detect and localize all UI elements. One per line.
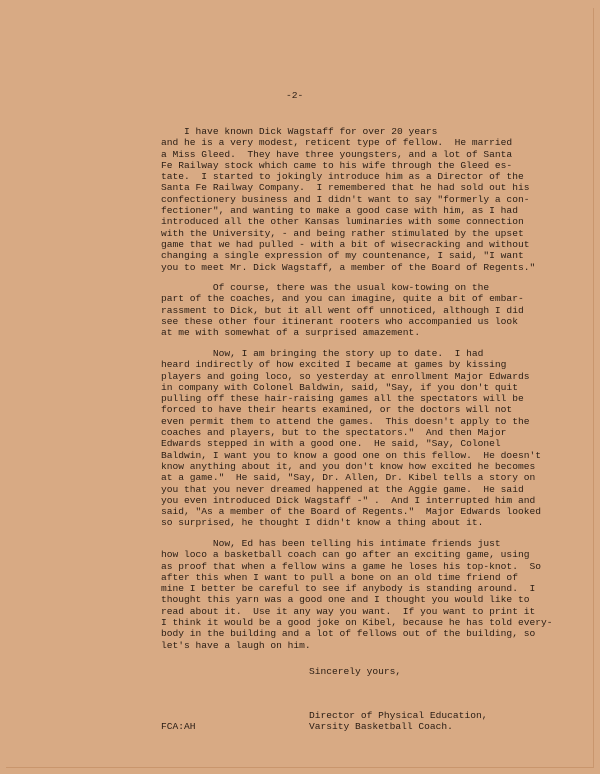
paragraph-4 [161,538,553,651]
text-line: Fe Railway stock which came to his wife through the Gleed es- [161,159,513,171]
text-line: and he is a very modest, reticent type of fellow. He married [161,137,513,149]
text-line: with the University, - and being rather stimulated by the upset [161,227,524,239]
text-line: I think it would be a good joke on Kibel, because he has told every- [161,617,553,629]
text-line: part of the coaches, and you can imagine, quite a bit of embar- [161,293,524,305]
text-line: how loco a basketball coach can go after an exciting game, using [161,549,530,561]
text-line: players and going loco, so yesterday at enrollment Major Edwards [161,370,530,382]
text-line: at a game." He said, "Say, Dr. Allen, Dr. Kibel tells a story on [161,472,536,484]
text-line: after this when I want to pull a bone on an old time friend of [161,571,518,583]
closing: Sincerely yours, [309,666,402,677]
text-line: changing a single expression of my countenance, I said, "I want [161,250,524,262]
text-line: I have known Dick Wagstaff for over 20 years [161,126,438,137]
text-line: know anything about it, and you don't know how excited he becomes [161,460,536,472]
text-line: a Miss Gleed. They have three youngsters, and a lot of Santa [161,148,513,160]
text-line: Santa Fe Railway Company. I remembered that he had sold out his [161,182,530,194]
text-line: thought this yarn was a good one and I thought you would like to [161,594,530,606]
text-line: so surprised, he thought I didn't know a thing about it. [161,517,484,529]
text-line: in company with Colonel Baldwin, said, "Say, if you don't quit [161,381,518,393]
text-line: Now, I am bringing the story up to date. I had [161,348,484,359]
text-line: mine I better be careful to see if anybody is standing around. I [161,583,536,595]
paragraph-1 [161,126,535,273]
text-line: forced to have their hearts examined, or the doctors will not [161,404,513,416]
signature-title-2: Varsity Basketball Coach. [309,721,453,732]
text-line: pulling off these hair-raising games all the spectators will be [161,393,524,405]
text-line: you to meet Mr. Dick Wagstaff, a member of the Board of Regents." [161,261,536,273]
text-line: you that you never dreamed happened at the Aggie game. He said [161,483,524,495]
signature-title-1: Director of Physical Education, [309,710,488,721]
text-line: see these other four itinerant rooters who accompanied us look [161,315,518,327]
initials: FCA:AH [161,721,196,732]
text-line: you even introduced Dick Wagstaff -" . And I interrupted him and [161,494,536,506]
text-line: Now, Ed has been telling his intimate friends just [161,538,501,549]
text-line: tate. I started to jokingly introduce him as a Director of the [161,171,524,183]
text-line: even permit them to attend the games. This doesn't apply to the [161,415,530,427]
page-number: -2- [286,90,304,101]
paragraph-3 [161,348,541,529]
text-line: at me with somewhat of a surprised amazement. [161,327,421,339]
text-line: fectioner", and wanting to make a good case with him, as I had [161,205,518,217]
text-line: read about it. Use it any way you want. If you want to print it [161,605,536,617]
text-line: Baldwin, I want you to know a good one on this fellow. He doesn't [161,449,541,461]
text-line: let's have a laugh on him. [161,639,311,651]
text-line: rassment to Dick, but it all went off unnoticed, although I did [161,304,524,316]
text-line: introduced all the other Kansas luminaries with some connection [161,216,524,228]
text-line: game that we had pulled - with a bit of wisecracking and without [161,238,530,250]
text-line: confectionery business and I didn't want to say "formerly a con- [161,193,530,205]
text-line: Of course, there was the usual kow-towing on the [161,282,490,293]
text-line: as proof that when a fellow wins a game he loses his top-knot. So [161,560,541,572]
text-line: Edwards stepped in with a good one. He said, "Say, Colonel [161,438,501,450]
text-line: coaches and players, but to the spectators." And then Major [161,427,507,439]
text-line: body in the building and a lot of fellows out of the building, so [161,628,536,640]
text-line: said, "As a member of the Board of Regents." Major Edwards looked [161,506,541,518]
text-line: heard indirectly of how excited I became at games by kissing [161,359,507,371]
paragraph-2 [161,282,524,338]
